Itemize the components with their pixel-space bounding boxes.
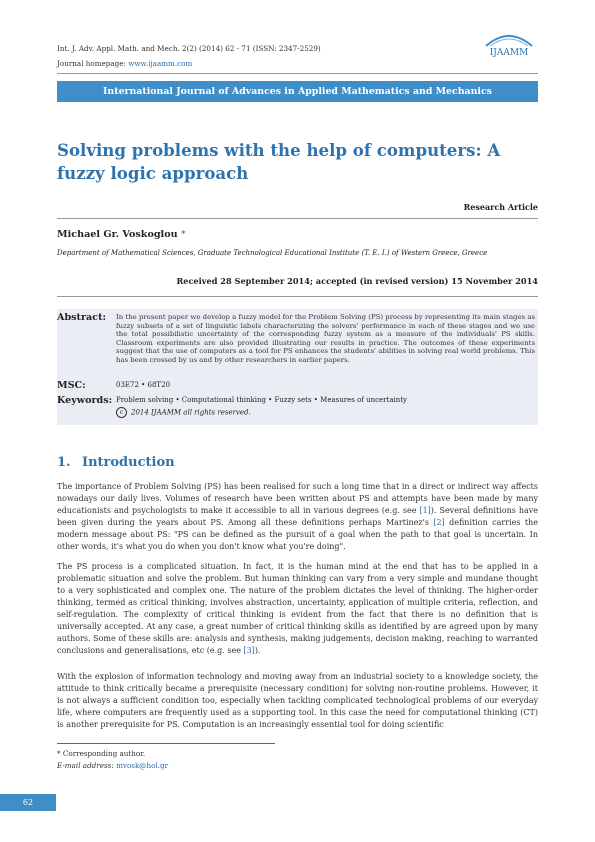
email-label: E-mail address: <box>57 761 117 770</box>
abstract-label: Abstract: <box>57 312 107 323</box>
title-divider <box>57 218 538 219</box>
abstract-divider <box>57 296 538 297</box>
page-number: 62 <box>0 794 56 811</box>
msc-codes: 03E72 • 68T20 <box>116 381 170 389</box>
paragraph-text: ). Several definitions have been given during the years about PS. Among all these definitions perhaps Martinez's <box>57 506 538 527</box>
paragraph-text: The PS process is a complicated situation. In fact, it is the human mind at the end that has to be applied in a problematic situation and solve the problem. But human thinking can vary from a very simple and mundane thought to a very sophisticated and complex one. The nature of the problem dictates the level of thinking. The higher-order thinking, termed as critical thinking, involves abstraction, uncertainty, application of multiple criteria, reflection, and self-regulation. The complexity of critical thinking is evident from the fact that there is no definition that is universally accepted. At any case, a great number of critical thinking skills as identified by are agreed upon by many authors. Some of these skills are: analysis and synthesis, making judgements, decision making, reaching to warranted conclusions and generalisations, etc (e.g. see <box>57 562 538 655</box>
journal-citation: Int. J. Adv. Appl. Math. and Mech. 2(2) (2014) 62 - 71 (ISSN: 2347-2529) <box>57 44 321 53</box>
journal-banner: International Journal of Advances in Applied Mathematics and Mechanics <box>57 81 538 102</box>
footnote-corresponding <box>57 749 145 758</box>
footnote-email <box>57 761 168 770</box>
citation-link-3[interactable]: [3] <box>243 646 255 655</box>
corresponding-author-mark[interactable]: * <box>180 229 186 240</box>
copyright-line <box>116 407 251 418</box>
body-paragraph-3: With the explosion of information technology and moving away from an industrial society to a knowledge society, the attitude to think critically became a prerequisite (necessary condition) for solving non-routine problems. However, it is not always a sufficient condition too, especially when tackling complicated technological problems of our everyday life, where computers are frequently used as a supporting tool. In this case the need for computational thinking (CT) is another prerequisite for PS. Computation is an increasingly essential tool for doing scientific <box>57 672 538 729</box>
footnote-mark: * <box>57 749 61 758</box>
footnote-author-text: Corresponding author. <box>60 749 146 758</box>
keywords-list: Problem solving • Computational thinking • Fuzzy sets • Measures of uncertainty <box>116 396 408 404</box>
journal-logo <box>474 30 544 68</box>
msc-label: MSC: <box>57 380 86 391</box>
paragraph-text: The importance of Problem Solving (PS) has been realised for such a long time that in a direct or indirect way affects nowadays our daily lives. Volumes of research have been written about PS and attempts have been made by many educationists and psychologists to make it accessible to all in various degrees (e.g. see <box>57 482 538 515</box>
section-title: Introduction <box>82 455 175 470</box>
homepage-link[interactable]: www.ijaamm.com <box>128 59 193 68</box>
journal-homepage <box>57 59 192 68</box>
abstract-text: In the present paper we develop a fuzzy model for the Problem Solving (PS) process by representing its main stages as fuzzy subsets of a set of linguistic labels characterizing the solvers' performance in each of these stages and we use the total possibilistic uncertainty of the corresponding fuzzy system as a measure of the individuals' PS skills. Classroom experiments are also provided illustrating our results in practice. The outcomes of these experiments suggest that the use of computers as a tool for PS enhances the students' abilities in solving real world problems. This has been crossed by us and by other researchers in earlier papers. <box>116 313 535 364</box>
author-affiliation: Department of Mathematical Sciences, Graduate Technological Educational Institute (T. E. I.) of Western Greece, Greece <box>57 249 488 257</box>
author-line <box>57 229 186 240</box>
citation-link-2[interactable]: [2] <box>433 518 445 527</box>
homepage-label: Journal homepage: <box>57 59 129 68</box>
paragraph-text: definition carries the modern message about PS: "PS can be defined as the pursuit of a goal when the path to that goal is uncertain. In other words, it's what you do when you don't know what you're doing". <box>57 518 539 551</box>
body-paragraph-2 <box>57 561 538 657</box>
keywords-label: Keywords: <box>57 395 113 406</box>
paragraph-text: ). <box>254 646 261 655</box>
footnote-divider <box>57 743 275 744</box>
body-paragraph-1 <box>57 481 538 553</box>
received-dates: Received 28 September 2014; accepted (in revised version) 15 November 2014 <box>176 276 538 286</box>
article-type: Research Article <box>463 202 538 212</box>
copyright-text: 2014 IJAAMM all rights reserved. <box>131 408 251 417</box>
citation-link-1[interactable]: [1] <box>419 506 431 515</box>
abstract-box <box>57 309 538 425</box>
email-link[interactable]: mvosk@hol.gr <box>116 761 169 770</box>
header-divider <box>57 73 538 74</box>
section-heading <box>57 455 175 470</box>
section-number: 1. <box>57 455 71 470</box>
article-title: Solving problems with the help of computers: A fuzzy logic approach <box>57 140 501 183</box>
logo-text: IJAAMM <box>489 48 529 58</box>
copyright-icon: c <box>116 407 127 418</box>
author-name: Michael Gr. Voskoglou <box>57 229 178 240</box>
